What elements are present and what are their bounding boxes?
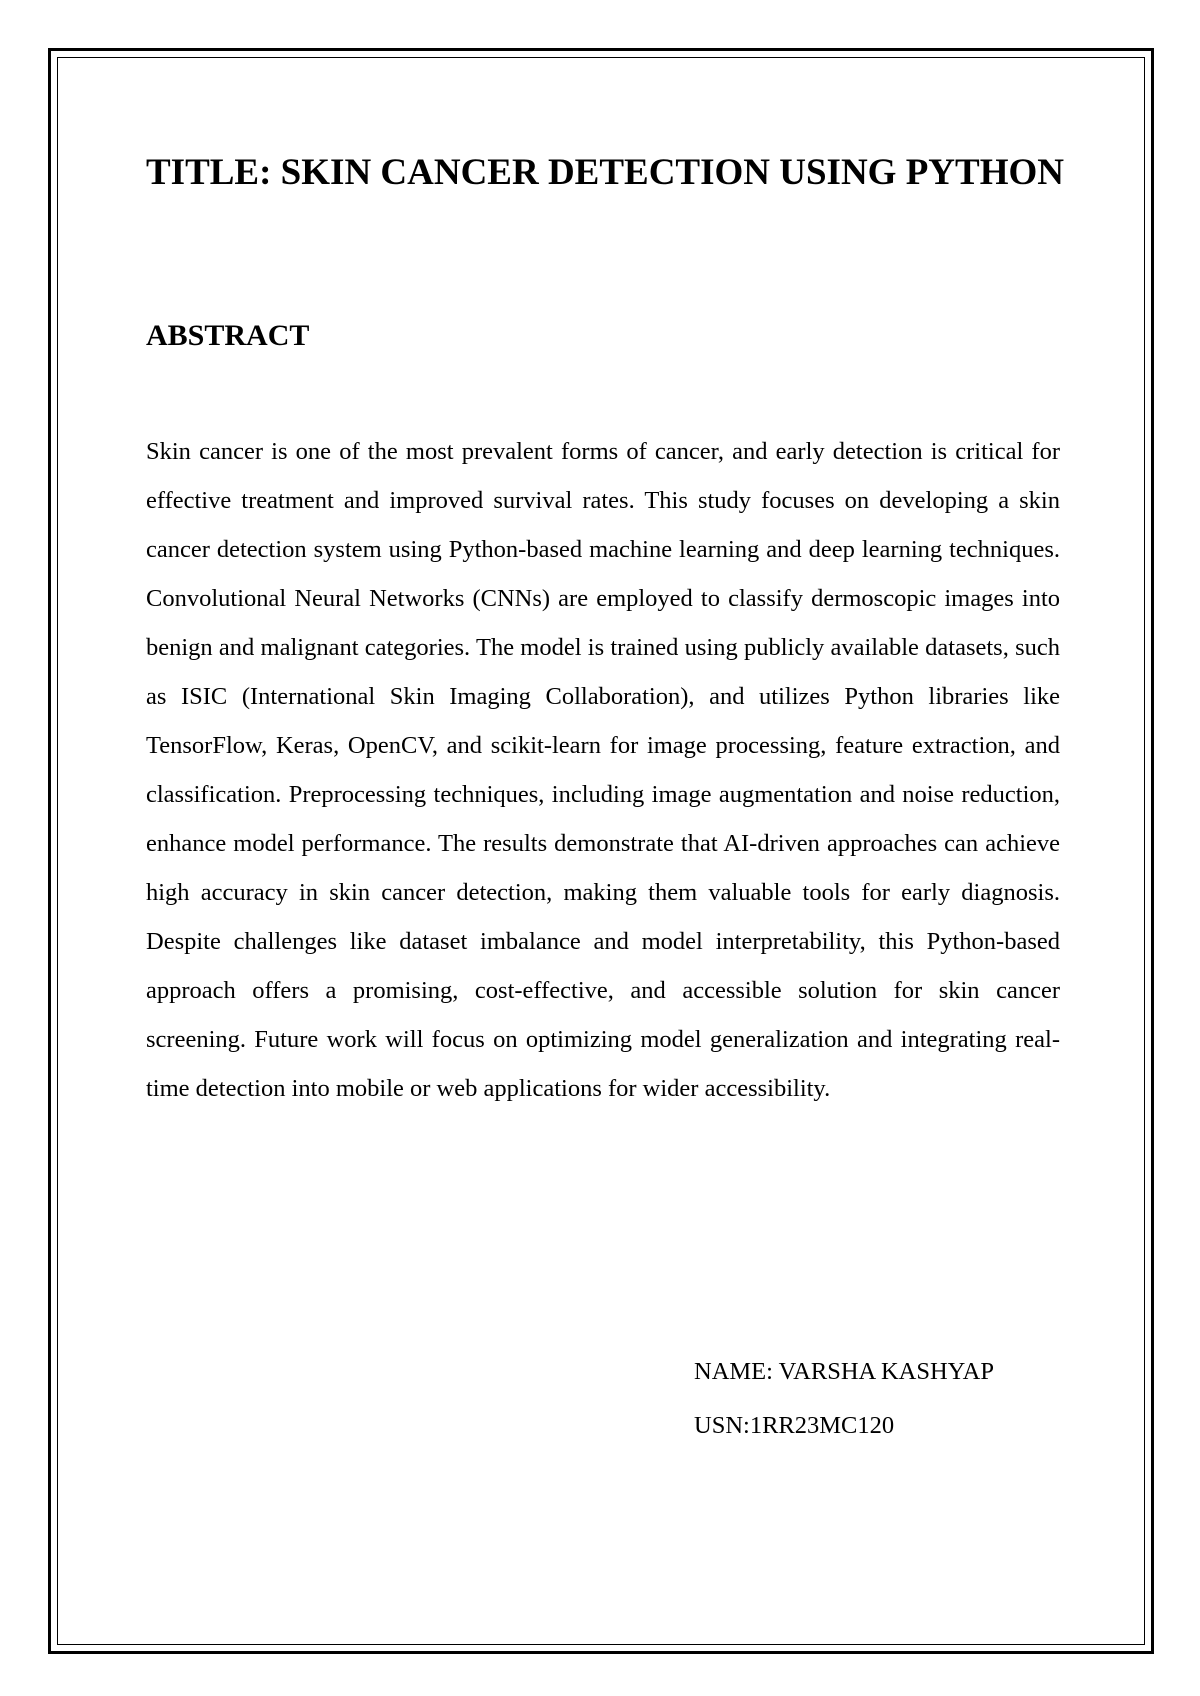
author-block <box>694 1345 994 1453</box>
author-usn: USN:1RR23MC120 <box>694 1412 895 1439</box>
document-title: TITLE: SKIN CANCER DETECTION USING PYTHON <box>146 152 1064 193</box>
section-heading-abstract: ABSTRACT <box>146 319 310 352</box>
author-name: NAME: VARSHA KASHYAP <box>694 1358 994 1385</box>
abstract-paragraph: Skin cancer is one of the most prevalent forms of cancer, and early detection is critical for effective treatment and improved survival rates. This study focuses on developing a skin cancer detection system using Python-based machine learning and deep learning techniques. Convolutional Neural Networks (CNNs) are employed to classify dermoscopic images into benign and malignant categories. The model is trained using publicly available datasets, such as ISIC (International Skin Imaging Collaboration), and utilizes Python libraries like TensorFlow, Keras, OpenCV, and scikit-learn for image processing, feature extraction, and classification. Preprocessing techniques, including image augmentation and noise reduction, enhance model performance. The results demonstrate that AI-driven approaches can achieve high accuracy in skin cancer detection, making them valuable tools for early diagnosis. Despite challenges like dataset imbalance and model interpretability, this Python-based approach offers a promising, cost-effective, and accessible solution for skin cancer screening. Future work will focus on optimizing model generalization and integrating real-time detection into mobile or web applications for wider accessibility. <box>146 438 1060 1102</box>
